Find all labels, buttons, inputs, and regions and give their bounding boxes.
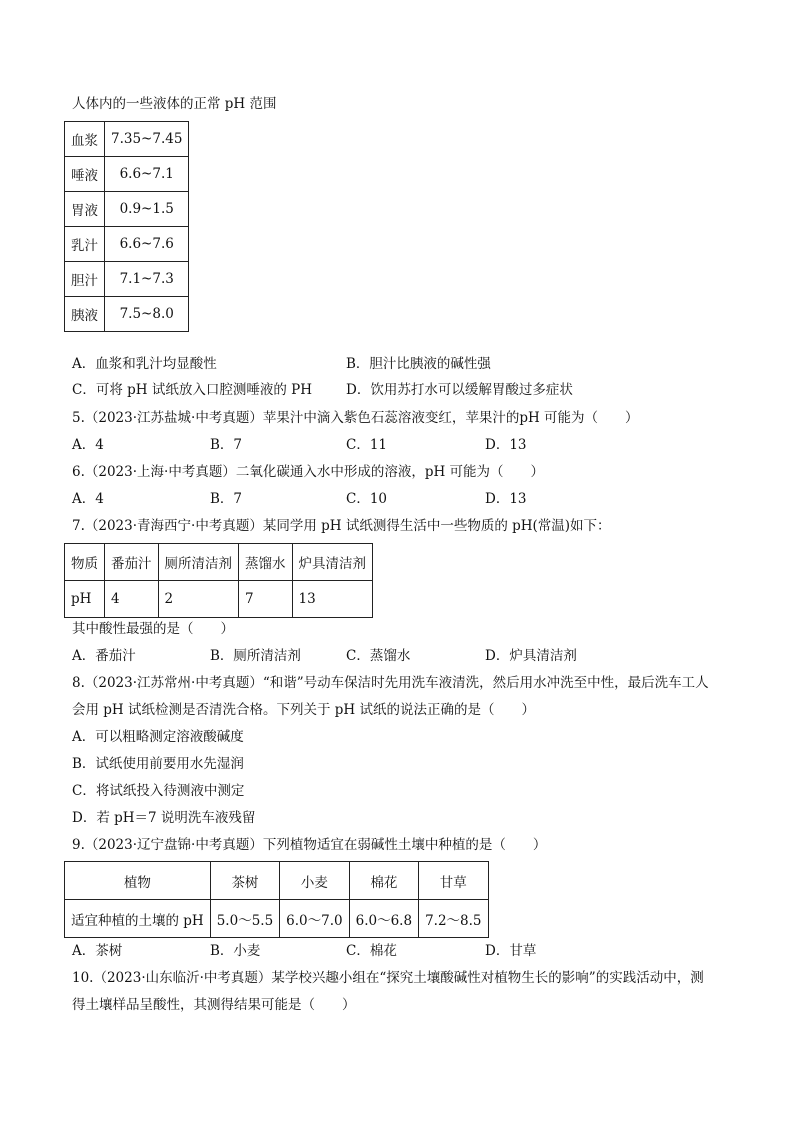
table-cell: 7.1~7.3: [105, 262, 189, 297]
q9-stem: 9.（2023·辽宁盘锦·中考真题）下列植物适宜在弱碱性土壤中种植的是（ ）: [72, 837, 547, 853]
q5-option-d: D．13: [485, 437, 527, 453]
table-cell: 适宜种植的土壤的 pH: [65, 900, 211, 938]
table-cell: 6.6~7.1: [105, 157, 189, 192]
table-cell: 7: [239, 581, 293, 618]
table-cell: 13: [292, 581, 373, 618]
q8-stem-line1: 8.（2023·江苏常州·中考真题）“和谐”号动车保洁时先用洗车液清洗，然后用水冲洗至中性，最后洗车工人: [72, 675, 709, 691]
table-cell: 植物: [65, 862, 211, 900]
table-cell: 4: [105, 581, 159, 618]
table-cell: 茶树: [210, 862, 279, 900]
table-row: [65, 262, 189, 297]
q10-stem-line2: 得土壤样品呈酸性，其测得结果可能是（ ）: [72, 997, 356, 1013]
q5-stem: 5.（2023·江苏盐城·中考真题）苹果汁中滴入紫色石蕊溶液变红，苹果汁的pH 可能为（ ）: [72, 410, 639, 426]
q7-option-c: C．蒸馏水: [346, 648, 411, 664]
q6-option-d: D．13: [485, 491, 527, 507]
q8-stem-line2: 会用 pH 试纸检测是否清洗合格。下列关于 pH 试纸的说法正确的是（ ）: [72, 702, 535, 718]
table-row: [65, 192, 189, 227]
q9-option-c: C．棉花: [346, 943, 397, 959]
table-cell: 0.9~1.5: [105, 192, 189, 227]
table-cell: pH: [65, 581, 105, 618]
q9-option-a: A．茶树: [72, 943, 123, 959]
q4-option-c: C．可将 pH 试纸放入口腔测唾液的 PH: [72, 382, 312, 398]
q8-option-c: C．将试纸投入待测液中测定: [72, 783, 245, 799]
table-cell: 番茄汁: [105, 544, 159, 581]
q4-caption: 人体内的一些液体的正常 pH 范围: [72, 96, 277, 112]
q4-option-d: D．饮用苏打水可以缓解胃酸过多症状: [346, 382, 573, 398]
q5-option-b: B．7: [210, 437, 243, 453]
table-cell: 2: [158, 581, 239, 618]
table-row: [65, 227, 189, 262]
table-cell: 胆汁: [65, 262, 105, 297]
table-row: [65, 900, 489, 938]
q7-option-a: A．番茄汁: [72, 648, 136, 664]
q9-option-d: D．甘草: [485, 943, 537, 959]
table-cell: 棉花: [349, 862, 418, 900]
table-cell: 血浆: [65, 122, 105, 157]
table-row: [65, 581, 373, 618]
q8-option-b: B．试纸使用前要用水先湿润: [72, 756, 244, 772]
q7-option-b: B．厕所清洁剂: [210, 648, 301, 664]
q4-ph-table: [64, 121, 189, 332]
table-cell: 炉具清洁剂: [292, 544, 373, 581]
table-cell: 5.0～5.5: [210, 900, 279, 938]
table-cell: 6.0～6.8: [349, 900, 418, 938]
q7-stem: 7.（2023·青海西宁·中考真题）某同学用 pH 试纸测得生活中一些物质的 pH(常温)如下：: [72, 518, 611, 534]
table-cell: 蒸馏水: [239, 544, 293, 581]
q7-question: 其中酸性最强的是（ ）: [72, 621, 234, 637]
table-row: [65, 862, 489, 900]
table-cell: 7.35~7.45: [105, 122, 189, 157]
table-row: [65, 157, 189, 192]
table-cell: 甘草: [419, 862, 488, 900]
q5-option-c: C．11: [346, 437, 388, 453]
table-cell: 小麦: [280, 862, 349, 900]
table-cell: 胃液: [65, 192, 105, 227]
table-cell: 唾液: [65, 157, 105, 192]
table-cell: 乳汁: [65, 227, 105, 262]
q8-option-d: D．若 pH＝7 说明洗车液残留: [72, 810, 256, 826]
q6-option-c: C．10: [346, 491, 388, 507]
q6-option-b: B．7: [210, 491, 243, 507]
table-row: [65, 544, 373, 581]
table-cell: 厕所清洁剂: [158, 544, 239, 581]
q8-option-a: A．可以粗略测定溶液酸碱度: [72, 729, 244, 745]
table-cell: 6.6~7.6: [105, 227, 189, 262]
q7-option-d: D．炉具清洁剂: [485, 648, 577, 664]
q6-option-a: A．4: [72, 491, 104, 507]
table-cell: 7.5~8.0: [105, 297, 189, 332]
q5-option-a: A．4: [72, 437, 104, 453]
table-cell: 物质: [65, 544, 105, 581]
q4-option-a: A．血浆和乳汁均显酸性: [72, 356, 217, 372]
table-cell: 7.2～8.5: [419, 900, 488, 938]
table-cell: 6.0～7.0: [280, 900, 349, 938]
q9-option-b: B．小麦: [210, 943, 261, 959]
table-cell: 胰液: [65, 297, 105, 332]
q4-option-b: B．胆汁比胰液的碱性强: [346, 356, 491, 372]
q10-stem-line1: 10.（2023·山东临沂·中考真题）某学校兴趣小组在“探究土壤酸碱性对植物生长的影响”的实践活动中，测: [72, 970, 704, 986]
q9-soil-table: [64, 861, 489, 938]
table-row: [65, 122, 189, 157]
q6-stem: 6.（2023·上海·中考真题）二氧化碳通入水中形成的溶液，pH 可能为（ ）: [72, 464, 545, 480]
q7-ph-table: [64, 543, 373, 618]
table-row: [65, 297, 189, 332]
